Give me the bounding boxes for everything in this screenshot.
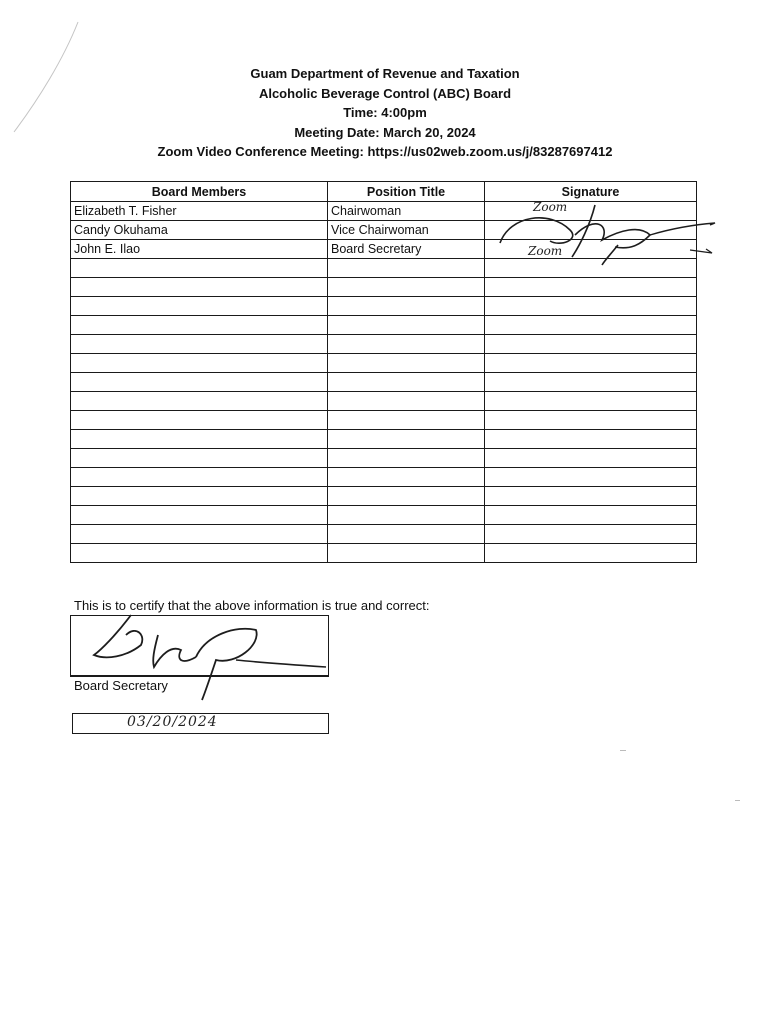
- table-row-blank: [71, 544, 697, 563]
- blank-cell: [71, 297, 328, 316]
- header-board: Alcoholic Beverage Control (ABC) Board: [258, 85, 512, 101]
- member-name: Elizabeth T. Fisher: [71, 202, 328, 221]
- table-row-blank: [71, 373, 697, 392]
- blank-cell: [71, 354, 328, 373]
- blank-cell: [71, 506, 328, 525]
- header-meeting-date: Meeting Date: March 20, 2024: [294, 124, 476, 140]
- position-title: Vice Chairwoman: [328, 221, 485, 240]
- member-name: John E. Ilao: [71, 240, 328, 259]
- blank-cell: [328, 468, 485, 487]
- blank-cell: [71, 430, 328, 449]
- blank-cell: [71, 544, 328, 563]
- header-zoom-link: Zoom Video Conference Meeting: https://us02web.zoom.us/j/83287697412: [157, 144, 613, 159]
- member-name: Candy Okuhama: [71, 221, 328, 240]
- blank-cell: [328, 354, 485, 373]
- blank-cell: [485, 373, 697, 392]
- table-row-blank: [71, 335, 697, 354]
- blank-cell: [485, 335, 697, 354]
- blank-cell: [328, 259, 485, 278]
- blank-cell: [485, 430, 697, 449]
- blank-cell: [71, 316, 328, 335]
- blank-cell: [328, 297, 485, 316]
- blank-cell: [485, 506, 697, 525]
- blank-cell: [485, 487, 697, 506]
- table-row-blank: [71, 430, 697, 449]
- blank-cell: [328, 449, 485, 468]
- table-row-blank: [71, 468, 697, 487]
- blank-cell: [71, 487, 328, 506]
- signature-zoom-note-2: Zoom: [528, 244, 563, 258]
- blank-cell: [328, 487, 485, 506]
- blank-cell: [485, 278, 697, 297]
- column-header-signature: Signature: [485, 182, 697, 202]
- scan-speck: [620, 750, 626, 751]
- blank-cell: [71, 335, 328, 354]
- header-department: Guam Department of Revenue and Taxation: [250, 66, 520, 81]
- document-header: [0, 64, 770, 162]
- blank-cell: [71, 392, 328, 411]
- blank-cell: [328, 335, 485, 354]
- table-signature-image: [490, 195, 720, 265]
- scan-artifact-line: [8, 20, 88, 140]
- blank-cell: [328, 430, 485, 449]
- scan-speck: [735, 800, 740, 801]
- blank-cell: [485, 544, 697, 563]
- blank-cell: [485, 316, 697, 335]
- blank-cell: [71, 468, 328, 487]
- blank-cell: [485, 297, 697, 316]
- blank-cell: [485, 449, 697, 468]
- blank-cell: [71, 411, 328, 430]
- column-header-position-title: Position Title: [328, 182, 485, 202]
- blank-cell: [485, 411, 697, 430]
- table-row-blank: [71, 411, 697, 430]
- blank-cell: [71, 278, 328, 297]
- position-title: Chairwoman: [328, 202, 485, 221]
- board-secretary-label: Board Secretary: [74, 678, 168, 693]
- signature-zoom-note-1: Zoom: [533, 200, 568, 214]
- date-box: [72, 713, 329, 734]
- table-row-blank: [71, 525, 697, 544]
- blank-cell: [328, 392, 485, 411]
- blank-cell: [71, 525, 328, 544]
- header-time: Time: 4:00pm: [343, 105, 427, 120]
- signed-date: 03/20/2024: [127, 714, 218, 730]
- table-row-blank: [71, 297, 697, 316]
- blank-cell: [328, 506, 485, 525]
- table-row-blank: [71, 278, 697, 297]
- table-row-blank: [71, 354, 697, 373]
- blank-cell: [485, 468, 697, 487]
- blank-cell: [328, 278, 485, 297]
- table-row-blank: [71, 392, 697, 411]
- table-row-blank: [71, 449, 697, 468]
- blank-cell: [328, 411, 485, 430]
- blank-cell: [485, 354, 697, 373]
- certification-text: This is to certify that the above information is true and correct:: [74, 598, 430, 613]
- column-header-board-members: Board Members: [71, 182, 328, 202]
- blank-cell: [328, 544, 485, 563]
- blank-cell: [328, 525, 485, 544]
- blank-cell: [71, 259, 328, 278]
- position-title: Board Secretary: [328, 240, 485, 259]
- blank-cell: [485, 525, 697, 544]
- table-row-blank: [71, 316, 697, 335]
- blank-cell: [71, 373, 328, 392]
- blank-cell: [328, 316, 485, 335]
- blank-cell: [71, 449, 328, 468]
- table-row-blank: [71, 506, 697, 525]
- blank-cell: [485, 392, 697, 411]
- table-row-blank: [71, 487, 697, 506]
- blank-cell: [328, 373, 485, 392]
